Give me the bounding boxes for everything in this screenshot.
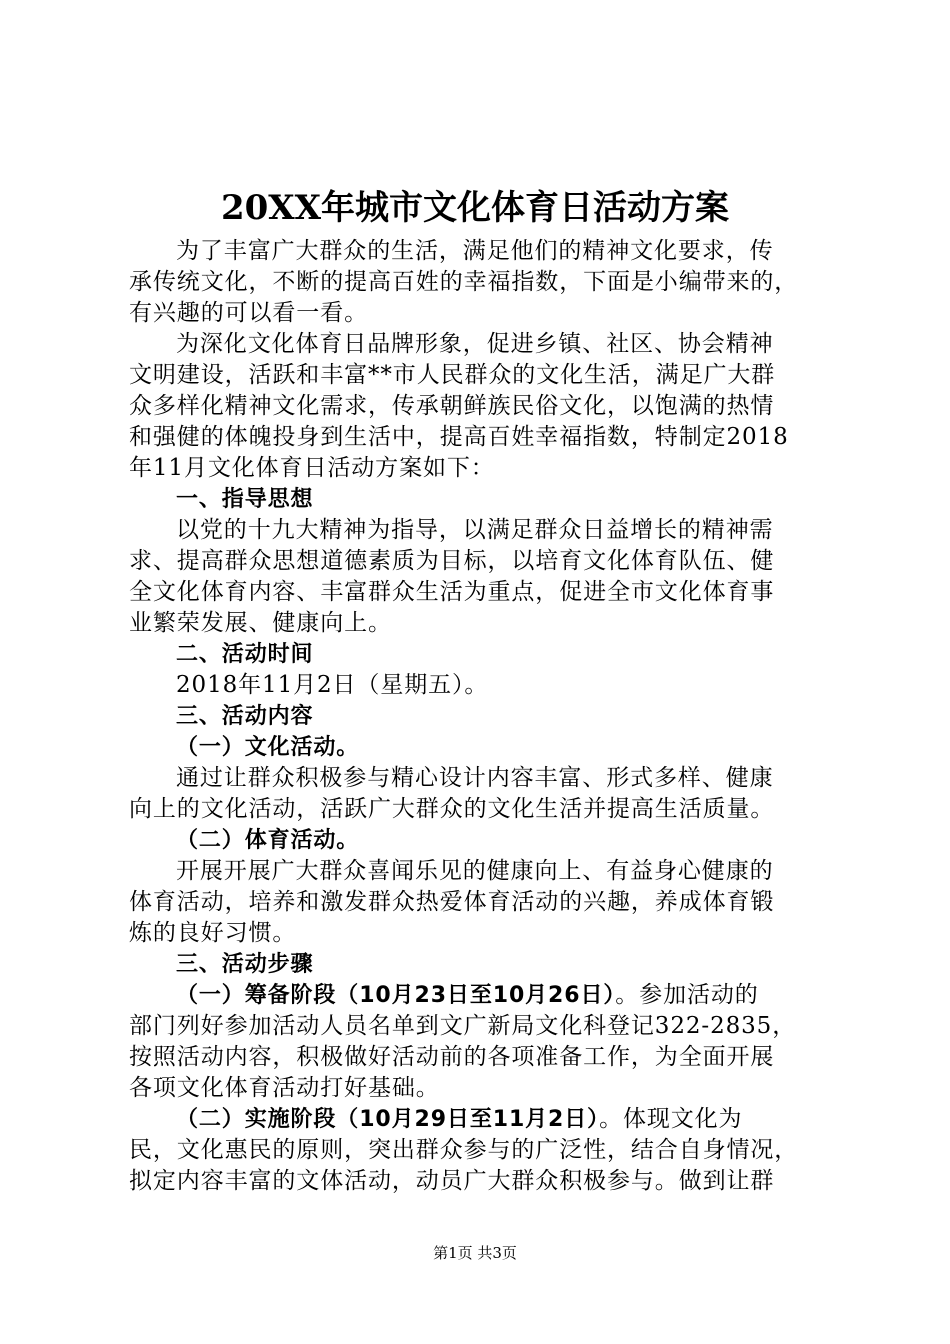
intro-paragraph-line: 为了丰富广大群众的生活，满足他们的精神文化要求，传 [176,238,774,264]
preparation-stage-line [129,980,833,1011]
subheading-sports-activity: （二）体育活动。 [176,828,360,853]
preparation-stage-heading: （一）筹备阶段（10月23日至10月26日） [176,983,616,1008]
purpose-paragraph-line: 众多样化精神文化需求，传承朝鲜族民俗文化，以饱满的热情 [129,393,775,419]
section-heading-activity-time: 二、活动时间 [176,642,314,667]
implementation-stage-line [129,1104,833,1135]
intro-paragraph-line: 承传统文化，不断的提高百姓的幸福指数，下面是小编带来的， [129,269,799,295]
preparation-stage-line: 各项文化体育活动打好基础。 [129,1075,440,1101]
activity-time-line: 2018年11月2日（星期五）。 [176,672,489,698]
sports-activity-line: 开展开展广大群众喜闻乐见的健康向上、有益身心健康的 [176,858,774,884]
section-heading-activity-content: 三、活动内容 [176,704,314,729]
section-heading-guiding-ideology: 一、指导思想 [176,487,314,512]
subheading-cultural-activity: （一）文化活动。 [176,735,360,760]
page-footer-indicator: 第1页 共3页 [433,1244,517,1262]
document-body [129,236,833,1197]
ideology-paragraph-line: 全文化体育内容、丰富群众生活为重点，促进全市文化体育事 [129,579,775,605]
purpose-paragraph-line: 为深化文化体育日品牌形象，促进乡镇、社区、协会精神 [176,331,774,357]
sports-activity-line: 体育活动，培养和激发群众热爱体育活动的兴趣，养成体育锻 [129,889,775,915]
implementation-stage-text: 。体现文化为 [599,1106,743,1132]
preparation-stage-text: 。参加活动的 [615,982,759,1008]
ideology-paragraph-line: 业繁荣发展、健康向上。 [129,610,392,636]
ideology-paragraph-line: 求、提高群众思想道德素质为目标，以培育文化体育队伍、健 [129,548,775,574]
cultural-activity-line: 向上的文化活动，活跃广大群众的文化生活并提高生活质量。 [129,796,775,822]
intro-paragraph-line: 有兴趣的可以看一看。 [129,300,368,326]
preparation-stage-line: 按照活动内容，积极做好活动前的各项准备工作，为全面开展 [129,1044,775,1070]
ideology-paragraph-line: 以党的十九大精神为指导，以满足群众日益增长的精神需 [176,517,774,543]
preparation-stage-line: 部门列好参加活动人员名单到文广新局文化科登记322-2835， [129,1013,797,1039]
sports-activity-line: 炼的良好习惯。 [129,920,297,946]
cultural-activity-line: 通过让群众积极参与精心设计内容丰富、形式多样、健康 [176,765,774,791]
purpose-paragraph-line: 文明建设，活跃和丰富**市人民群众的文化生活，满足广大群 [129,362,776,388]
purpose-paragraph-line: 和强健的体魄投身到生活中，提高百姓幸福指数，特制定2018 [129,424,789,450]
purpose-paragraph-line: 年11月文化体育日活动方案如下： [129,455,495,481]
section-heading-activity-steps: 三、活动步骤 [176,952,314,977]
document-title: 20XX年城市文化体育日活动方案 [220,188,730,228]
implementation-stage-line: 拟定内容丰富的文体活动，动员广大群众积极参与。做到让群 [129,1168,775,1194]
implementation-stage-line: 民，文化惠民的原则，突出群众参与的广泛性，结合自身情况， [129,1137,799,1163]
implementation-stage-heading: （二）实施阶段（10月29日至11月2日） [176,1107,600,1132]
